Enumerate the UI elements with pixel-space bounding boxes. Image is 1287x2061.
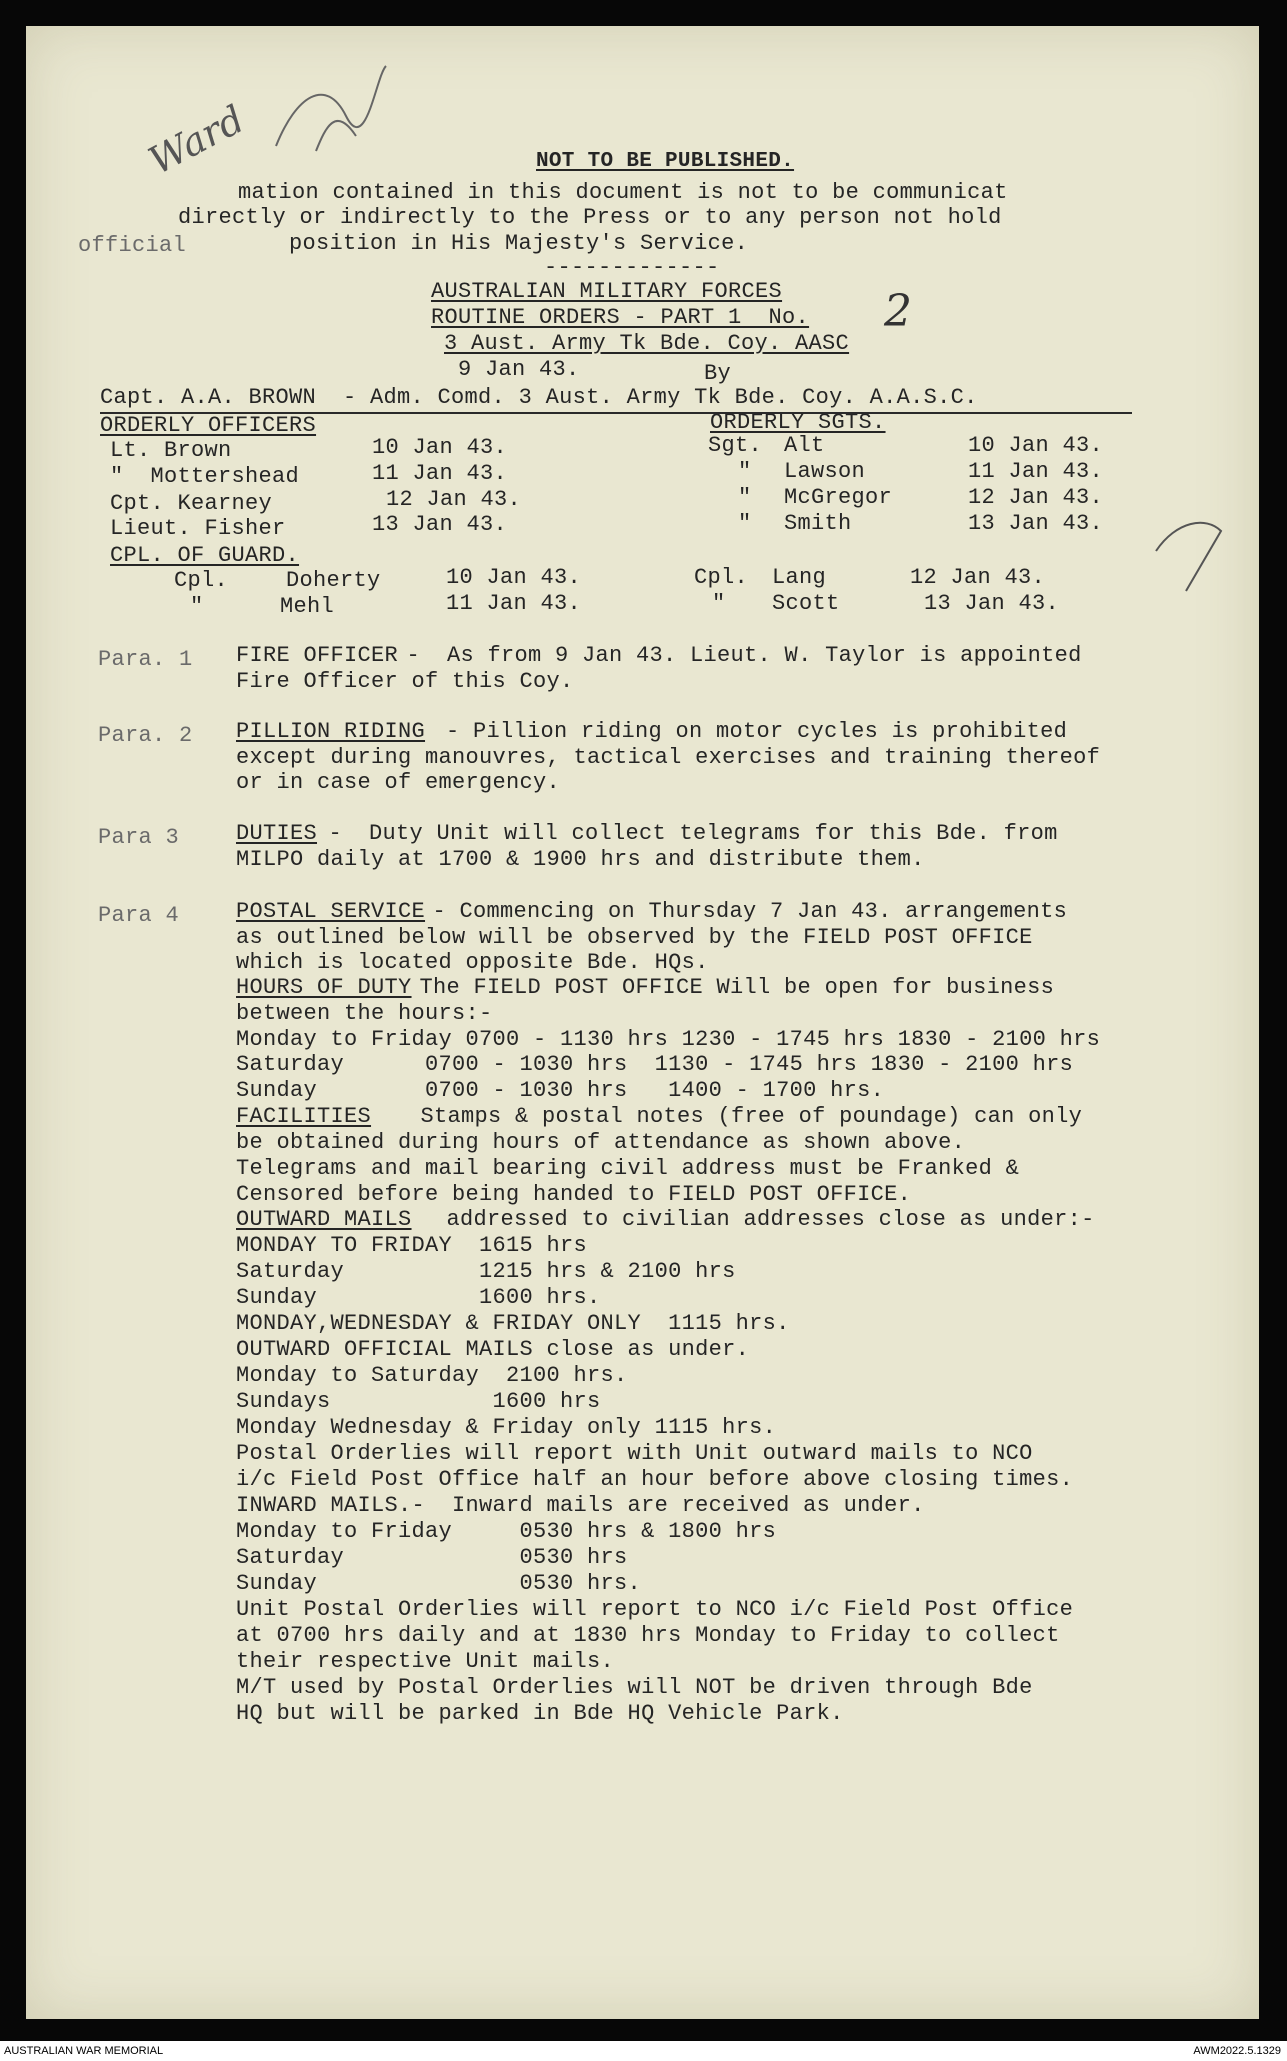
para-title: POSTAL SERVICE bbox=[236, 899, 426, 924]
orderly-officer-name: Lt. Brown bbox=[110, 438, 232, 463]
sgt-rank: " bbox=[738, 485, 752, 510]
sgt-name: Alt bbox=[784, 433, 825, 458]
facilities-title: FACILITIES bbox=[236, 1104, 372, 1129]
heading-line-3: 3 Aust. Army Tk Bde. Coy. AASC bbox=[444, 331, 850, 356]
para-text: - As from 9 Jan 43. Lieut. W. Taylor is appointed bbox=[393, 643, 1082, 668]
mail-line: OUTWARD OFFICIAL MAILS close as under. bbox=[236, 1337, 750, 1362]
sgt-rank: Sgt. bbox=[708, 433, 763, 458]
heading-date: 9 Jan 43. bbox=[458, 357, 580, 382]
mail-line: Postal Orderlies will report with Unit outward mails to NCO bbox=[236, 1441, 1033, 1466]
cpl-rank: " bbox=[712, 591, 726, 616]
sgt-rank: " bbox=[738, 459, 752, 484]
mail-line: MONDAY TO FRIDAY 1615 hrs bbox=[236, 1233, 588, 1258]
sgt-date: 13 Jan 43. bbox=[968, 511, 1104, 536]
para-title: FIRE OFFICER bbox=[236, 643, 399, 668]
cpl-date: 13 Jan 43. bbox=[924, 591, 1060, 616]
para-text: as outlined below will be observed by the FIELD POST OFFICE bbox=[236, 925, 1033, 950]
mail-line: Saturday 1215 hrs & 2100 hrs bbox=[236, 1259, 736, 1284]
separator: ------------- bbox=[544, 255, 720, 280]
cpl-date: 12 Jan 43. bbox=[910, 565, 1046, 590]
warning-lead: official bbox=[78, 233, 187, 258]
cpl-rank: Cpl. bbox=[694, 565, 749, 590]
handwritten-number: 2 bbox=[884, 286, 912, 337]
orderly-officer-name: Lieut. Fisher bbox=[110, 516, 286, 541]
outward-title: OUTWARD MAILS bbox=[236, 1207, 412, 1232]
mail-line: Monday to Friday 0530 hrs & 1800 hrs bbox=[236, 1519, 777, 1544]
para-text: - Commencing on Thursday 7 Jan 43. arrangements bbox=[419, 899, 1068, 924]
para-label: Para 3 bbox=[98, 825, 180, 850]
para-title: DUTIES bbox=[236, 821, 318, 846]
facilities-line: be obtained during hours of attendance as shown above. bbox=[236, 1130, 966, 1155]
orderly-officer-date: 13 Jan 43. bbox=[372, 512, 508, 537]
archive-name: AUSTRALIAN WAR MEMORIAL bbox=[4, 2045, 164, 2057]
mail-line: INWARD MAILS.- Inward mails are received as under. bbox=[236, 1493, 925, 1518]
orderly-sgts-title: ORDERLY SGTS. bbox=[710, 410, 886, 435]
between-hours: between the hours:- bbox=[236, 1001, 493, 1026]
para-text: - Pillion riding on motor cycles is prohibited bbox=[419, 719, 1068, 744]
sgt-date: 10 Jan 43. bbox=[968, 433, 1104, 458]
mail-line: Unit Postal Orderlies will report to NCO i/c Field Post Office bbox=[236, 1597, 1074, 1622]
para-title: PILLION RIDING bbox=[236, 719, 426, 744]
warning-line-1: mation contained in this document is not to be communicat bbox=[238, 180, 1008, 205]
cpl-name: Lang bbox=[772, 565, 827, 590]
document-page bbox=[26, 26, 1259, 2019]
para-text: or in case of emergency. bbox=[236, 770, 561, 795]
mail-line: at 0700 hrs daily and at 1830 hrs Monday to Friday to collect bbox=[236, 1623, 1060, 1648]
para-text: - Duty Unit will collect telegrams for this Bde. from bbox=[315, 821, 1058, 846]
mail-line: Sunday 0530 hrs. bbox=[236, 1571, 642, 1596]
para-text: except during manouvres, tactical exercises and training thereof bbox=[236, 745, 1101, 770]
cpl-name: Doherty bbox=[286, 568, 381, 593]
para-text: Fire Officer of this Coy. bbox=[236, 669, 574, 694]
outward-text: addressed to civilian addresses close as under:- bbox=[406, 1207, 1095, 1232]
mail-line: Saturday 0530 hrs bbox=[236, 1545, 628, 1570]
facilities-text: Stamps & postal notes (free of poundage) can only bbox=[380, 1104, 1083, 1129]
mail-line: M/T used by Postal Orderlies will NOT be driven through Bde bbox=[236, 1675, 1033, 1700]
para-label: Para. 1 bbox=[98, 647, 193, 672]
mail-line: HQ but will be parked in Bde HQ Vehicle Park. bbox=[236, 1701, 844, 1726]
heading-line-1: AUSTRALIAN MILITARY FORCES bbox=[431, 279, 783, 304]
mail-line: their respective Unit mails. bbox=[236, 1649, 615, 1674]
sgt-rank: " bbox=[738, 511, 752, 536]
sgt-date: 11 Jan 43. bbox=[968, 459, 1104, 484]
cpl-date: 11 Jan 43. bbox=[446, 591, 582, 616]
para-label: Para 4 bbox=[98, 903, 180, 928]
sgt-name: McGregor bbox=[784, 485, 893, 510]
mail-line: MONDAY,WEDNESDAY & FRIDAY ONLY 1115 hrs. bbox=[236, 1311, 790, 1336]
cpl-rank: Cpl. bbox=[174, 568, 229, 593]
schedule-line: Monday to Friday 0700 - 1130 hrs 1230 - 1745 hrs 1830 - 2100 hrs bbox=[236, 1027, 1101, 1052]
schedule-line: Sunday 0700 - 1030 hrs 1400 - 1700 hrs. bbox=[236, 1078, 885, 1103]
handwritten-annotation: Ward bbox=[141, 96, 252, 184]
orderly-officers-title: ORDERLY OFFICERS bbox=[100, 413, 317, 438]
orderly-officer-name: " Mottershead bbox=[110, 464, 300, 489]
orderly-officer-date: 10 Jan 43. bbox=[372, 435, 508, 460]
sgt-name: Lawson bbox=[784, 459, 866, 484]
not-to-be-published-stamp: NOT TO BE PUBLISHED. bbox=[536, 150, 795, 173]
orderly-officer-name: Cpt. Kearney bbox=[110, 491, 273, 516]
para-text: which is located opposite Bde. HQs. bbox=[236, 950, 709, 975]
archive-reference: AWM2022.5.1329 bbox=[1193, 2045, 1281, 2057]
warning-line-2: directly or indirectly to the Press or to any person not hold bbox=[178, 205, 1002, 230]
hours-text: The FIELD POST OFFICE Will be open for business bbox=[406, 975, 1055, 1000]
orderly-officer-date: 11 Jan 43. bbox=[372, 461, 508, 486]
hours-title: HOURS OF DUTY bbox=[236, 975, 412, 1000]
mail-line: Sunday 1600 hrs. bbox=[236, 1285, 601, 1310]
heading-by: By bbox=[704, 361, 732, 386]
cpl-date: 10 Jan 43. bbox=[446, 565, 582, 590]
orderly-officer-date: 12 Jan 43. bbox=[386, 487, 522, 512]
handwritten-scribble bbox=[256, 56, 396, 166]
signatory: Capt. A.A. BROWN - Adm. Comd. 3 Aust. Army Tk Bde. Coy. A.A.S.C. bbox=[100, 385, 978, 410]
mail-line: Sundays 1600 hrs bbox=[236, 1389, 601, 1414]
mail-line: Monday Wednesday & Friday only 1115 hrs. bbox=[236, 1415, 777, 1440]
sgt-date: 12 Jan 43. bbox=[968, 485, 1104, 510]
mail-line: i/c Field Post Office half an hour before above closing times. bbox=[236, 1467, 1074, 1492]
para-label: Para. 2 bbox=[98, 723, 193, 748]
handwritten-mark-right bbox=[1146, 511, 1236, 601]
cpl-rank: " bbox=[190, 594, 204, 619]
facilities-line: Telegrams and mail bearing civil address must be Franked & bbox=[236, 1156, 1020, 1181]
archive-footer bbox=[0, 2041, 1287, 2061]
facilities-line: Censored before being handed to FIELD POST OFFICE. bbox=[236, 1182, 912, 1207]
cpl-guard-title: CPL. OF GUARD. bbox=[110, 543, 300, 568]
para-text: MILPO daily at 1700 & 1900 hrs and distribute them. bbox=[236, 847, 925, 872]
warning-line-3: position in His Majesty's Service. bbox=[289, 231, 749, 256]
sgt-name: Smith bbox=[784, 511, 852, 536]
heading-line-2: ROUTINE ORDERS - PART 1 No. bbox=[431, 305, 810, 330]
cpl-name: Mehl bbox=[280, 594, 335, 619]
mail-line: Monday to Saturday 2100 hrs. bbox=[236, 1363, 628, 1388]
schedule-line: Saturday 0700 - 1030 hrs 1130 - 1745 hrs 1830 - 2100 hrs bbox=[236, 1052, 1074, 1077]
cpl-name: Scott bbox=[772, 591, 840, 616]
